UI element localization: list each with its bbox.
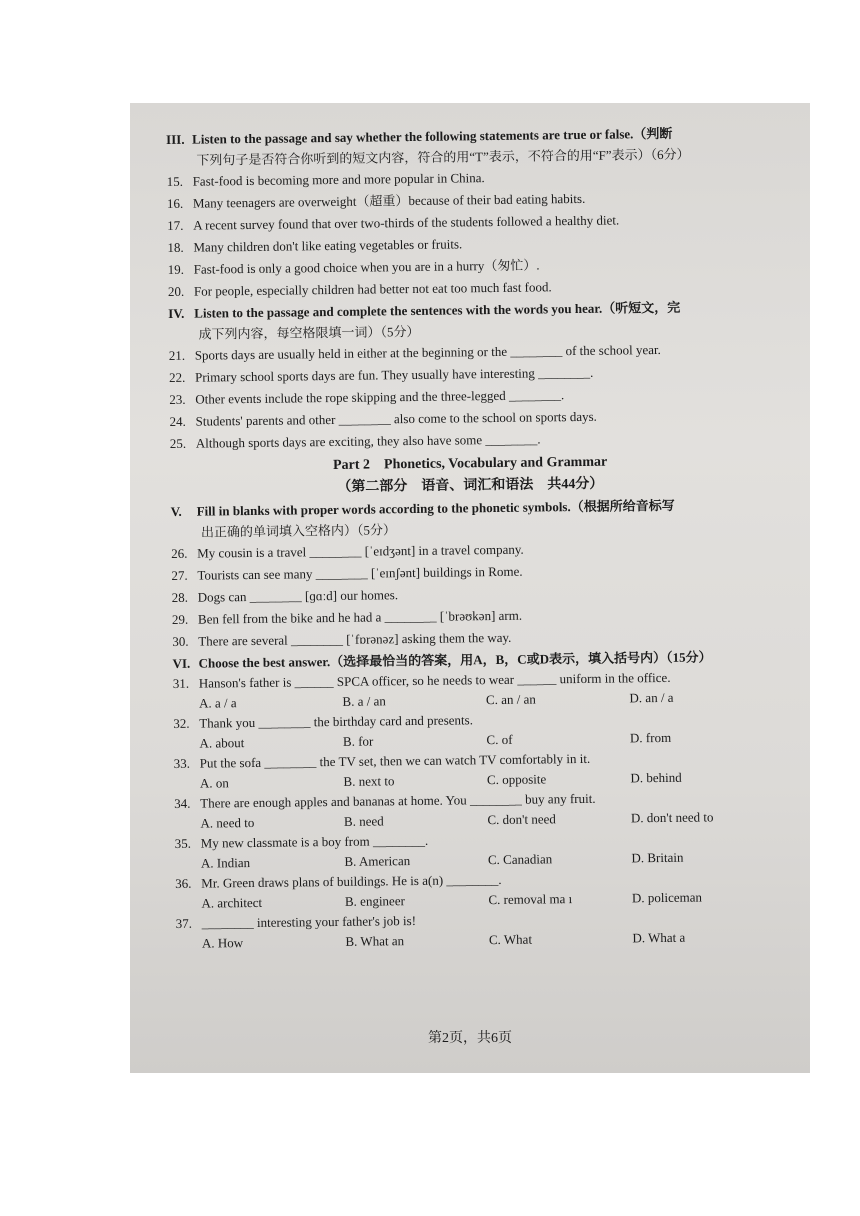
question-33 bbox=[174, 747, 774, 794]
question-stem: Mr. Green draws plans of buildings. He is a(n) ________. bbox=[201, 871, 502, 891]
question-20: 20. For people, especially children had better not eat too much fast food. bbox=[167, 279, 552, 299]
section-6-heading: VI. Choose the best answer.（选择最恰当的答案，用A，B，C或D表示，填入括号内）（15分） bbox=[172, 649, 712, 671]
question-19: 19. Fast-food is only a good choice when you are in a hurry（匆忙）. bbox=[167, 257, 540, 277]
question-27: 27. Tourists can see many ________ [ˈeɪnʃənt] buildings in Rome. bbox=[171, 563, 523, 583]
option-d: D. policeman bbox=[631, 889, 703, 906]
option-a: A. How bbox=[201, 935, 244, 951]
question-22: 22. Primary school sports days are fun. They usually have interesting ________. bbox=[168, 364, 594, 385]
option-d: D. an / a bbox=[629, 689, 674, 706]
photo-background bbox=[130, 103, 810, 1073]
option-b: B. engineer bbox=[344, 893, 405, 909]
option-b: B. a / an bbox=[342, 693, 386, 709]
section-5-heading: V. Fill in blanks with proper words according to the phonetic symbols.（根据所给音标写 bbox=[170, 497, 675, 519]
question-37 bbox=[176, 907, 776, 954]
question-28: 28. Dogs can ________ [ɡɑːd] our homes. bbox=[171, 587, 399, 605]
option-a: A. about bbox=[199, 735, 245, 751]
option-c: C. What bbox=[488, 931, 533, 948]
question-30: 30. There are several ________ [ˈfɒrənəz] asking them the way. bbox=[172, 629, 512, 649]
part-2-subtitle: （第二部分 语音、词汇和语法 共44分） bbox=[337, 476, 604, 495]
question-23: 23. Other events include the rope skipping and the three-legged ________. bbox=[169, 387, 565, 407]
question-stem: Put the sofa ________ the TV set, then we can watch TV comfortably in it. bbox=[199, 750, 591, 771]
question-36 bbox=[175, 867, 775, 914]
question-17: 17. A recent survey found that over two-thirds of the students followed a healthy diet. bbox=[167, 212, 620, 233]
option-c: C. Canadian bbox=[487, 851, 553, 868]
option-d: D. What a bbox=[632, 929, 686, 946]
option-d: D. don't need to bbox=[630, 809, 714, 826]
question-stem: ________ interesting your father's job is! bbox=[201, 913, 417, 931]
question-21: 21. Sports days are usually held in either at the beginning or the ________ of the school year. bbox=[168, 341, 661, 363]
option-c: C. removal ma ı bbox=[488, 891, 573, 908]
question-number: 33. bbox=[173, 755, 191, 771]
option-d: D. from bbox=[629, 729, 672, 746]
option-a: A. need to bbox=[200, 814, 255, 831]
question-24: 24. Students' parents and other ________ also come to the school on sports days. bbox=[169, 408, 597, 429]
question-number: 31. bbox=[172, 675, 190, 691]
section-6-list bbox=[173, 667, 776, 954]
question-number: 34. bbox=[174, 795, 191, 811]
section-4-heading: IV. Listen to the passage and complete the sentences with the words you hear.（听短文，完 bbox=[168, 299, 681, 321]
option-b: B. next to bbox=[343, 773, 395, 789]
section-4-list bbox=[169, 338, 770, 455]
question-26: 26. My cousin is a travel ________ [ˈeɪdʒənt] in a travel company. bbox=[171, 541, 524, 561]
section-4-instructions: 成下列内容，每空格限填一词）（5分） bbox=[198, 323, 420, 342]
question-number: 37. bbox=[175, 915, 193, 931]
question-stem: There are enough apples and bananas at home. You ________ buy any fruit. bbox=[200, 790, 596, 811]
part-2-title: Part 2 Phonetics, Vocabulary and Grammar bbox=[332, 454, 608, 473]
section-3-instructions: 下列句子是否符合你听到的短文内容，符合的用“T”表示，不符合的用“F”表示）（6分） bbox=[196, 146, 690, 168]
question-25: 25. Although sports days are exciting, they also have some ________. bbox=[169, 431, 541, 451]
option-a: A. Indian bbox=[200, 855, 251, 871]
question-stem: Thank you ________ the birthday card and presents. bbox=[199, 712, 473, 731]
question-number: 32. bbox=[173, 715, 190, 731]
question-31 bbox=[173, 667, 773, 714]
option-b: B. for bbox=[342, 733, 374, 749]
option-c: C. opposite bbox=[486, 771, 547, 788]
question-18: 18. Many children don't like eating vegetables or fruits. bbox=[167, 236, 463, 255]
option-d: D. Britain bbox=[631, 849, 684, 866]
section-5-instructions: 出正确的单词填入空格内）（5分） bbox=[200, 522, 397, 540]
question-35 bbox=[175, 827, 775, 874]
option-b: B. What an bbox=[345, 933, 405, 949]
exam-page bbox=[166, 122, 776, 954]
option-c: C. an / an bbox=[485, 691, 536, 708]
option-b: B. American bbox=[344, 853, 411, 869]
section-5-list bbox=[171, 536, 772, 653]
question-number: 35. bbox=[174, 835, 192, 851]
question-number: 36. bbox=[175, 875, 192, 891]
option-d: D. behind bbox=[630, 769, 682, 786]
option-c: C. of bbox=[486, 731, 513, 748]
question-stem: My new classmate is a boy from ________. bbox=[200, 832, 429, 851]
option-c: C. don't need bbox=[487, 811, 556, 828]
question-15: 15. Fast-food is becoming more and more popular in China. bbox=[166, 170, 485, 189]
question-16: 16. Many teenagers are overweight（超重）because of their bad eating habits. bbox=[166, 190, 586, 211]
question-stem: Hanson's father is ______ SPCA officer, so he needs to wear ______ uniform in the office. bbox=[198, 669, 671, 691]
option-a: A. on bbox=[199, 775, 229, 791]
section-3-heading: III. Listen to the passage and say whether the following statements are true or false.（判断 bbox=[166, 125, 673, 147]
question-32 bbox=[173, 707, 773, 754]
question-29: 29. Ben fell from the bike and he had a ________ [ˈbrəʊkən] arm. bbox=[171, 607, 523, 627]
section-3-list bbox=[167, 164, 769, 303]
question-34 bbox=[174, 787, 774, 834]
option-a: A. a / a bbox=[198, 695, 237, 711]
page-footer: 第2页，共6页 bbox=[428, 1031, 512, 1046]
option-a: A. architect bbox=[201, 894, 263, 911]
option-b: B. need bbox=[343, 813, 384, 829]
